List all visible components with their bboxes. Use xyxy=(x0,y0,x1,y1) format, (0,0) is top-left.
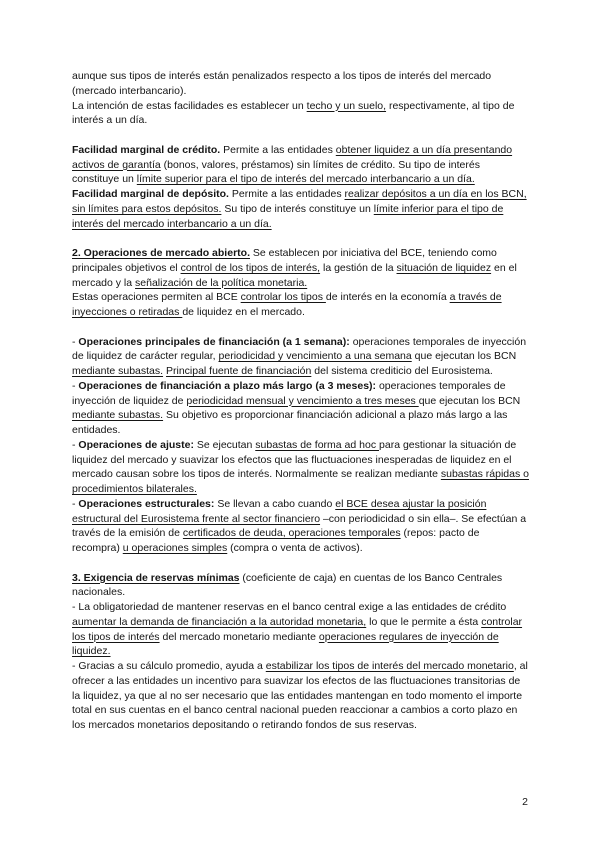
underlined-text: límite superior para el tipo de interés del mercado interbancario a un día. xyxy=(136,173,475,186)
underlined-text: situación de liquidez xyxy=(396,261,492,274)
underlined-text: controlar los tipos xyxy=(240,291,326,304)
underlined-text: señalización de la política monetaria. xyxy=(135,276,308,289)
section xyxy=(72,143,530,232)
paragraph xyxy=(72,335,530,379)
text-run: Su tipo de interés constituye un xyxy=(221,202,374,215)
section xyxy=(72,69,530,128)
bold-term: Operaciones de ajuste: xyxy=(78,438,194,451)
underlined-text: límite inferior para el tipo de interés del mercado interbancario a un día. xyxy=(72,202,504,230)
paragraph xyxy=(72,143,530,187)
text-run: Se establecen por iniciativa del BCE, teniendo como principales objetivos el xyxy=(72,247,497,274)
text-run: del sistema crediticio del Eurosistema. xyxy=(311,365,493,377)
section xyxy=(72,246,530,320)
section-heading: 3. Exigencia de reservas mínimas xyxy=(72,571,240,584)
section xyxy=(72,335,530,556)
paragraph xyxy=(72,497,530,556)
text-run: La intención de estas facilidades es establecer un xyxy=(72,99,307,112)
underlined-text: estabilizar los tipos de interés del mercado monetario xyxy=(265,660,514,672)
section-heading: 2. Operaciones de mercado abierto. xyxy=(72,247,250,259)
text-run: operaciones temporales de inyección de liquidez de xyxy=(72,379,506,407)
paragraph xyxy=(72,290,530,320)
text-run: –con periodicidad o sin ella–. Se efectúan a través de la emisión de xyxy=(72,512,527,540)
underlined-text: controlar los tipos de interés xyxy=(72,615,523,643)
paragraph xyxy=(72,246,530,290)
underlined-text: control de los tipos de interés, xyxy=(180,261,321,274)
text-run: - xyxy=(72,497,79,510)
underlined-text: certificados de deuda, operaciones temporales xyxy=(182,527,401,540)
page-number: 2 xyxy=(522,796,528,808)
text-run: , al ofrecer a las entidades un incentivo para suavizar los efectos de las fluctuaciones transitorias de la liquidez, ya que al no ser necesario que las entidades mantengan en todo momento el importe total en sus cuentas en el banco central nacional pueden reaccionar a cambios a corto plazo en los mercados monetarios depositando o retirando fondos de sus reservas. xyxy=(72,660,528,731)
text-run: - La obligatoriedad de mantener reservas en el banco central exige a las entidades de crédito xyxy=(72,601,507,613)
text-run: Estas operaciones permiten al BCE xyxy=(72,291,241,304)
paragraph xyxy=(72,99,530,129)
underlined-text: obtener liquidez a un día presentando activos de garantía xyxy=(72,143,513,171)
text-run: operaciones temporales de inyección de liquidez de carácter regular, xyxy=(72,335,527,363)
text-run: para gestionar la situación de liquidez del mercado y suavizar los efectos que las fluctuaciones inesperadas de liquidez en el mercado causan sobre los tipos de interés. Normalmente se realizan mediante xyxy=(72,438,517,481)
text-run: - xyxy=(72,335,79,348)
text-run: respectivamente, al tipo de interés a un día. xyxy=(72,99,515,127)
text-run: en el mercado y la xyxy=(72,261,517,289)
bold-term: Facilidad marginal de depósito. xyxy=(72,188,229,200)
underlined-text: el BCE desea ajustar la posición estructural del Eurosistema frente al sector financiero xyxy=(72,497,487,525)
text-run: lo que le permite a ésta xyxy=(366,615,482,628)
paragraph xyxy=(72,659,530,733)
paragraph xyxy=(72,571,530,601)
text-run: Su objetivo es proporcionar financiación adicional a plazo más largo a las entidades. xyxy=(72,409,508,436)
underlined-text: periodicidad mensual y vencimiento a tres meses xyxy=(186,394,419,407)
underlined-text: realizar depósitos a un día en los BCN, sin límites para estos depósitos. xyxy=(72,188,527,215)
text-run: - xyxy=(72,438,79,451)
text-run: (repos: pacto de recompra) xyxy=(72,527,480,554)
paragraph xyxy=(72,187,530,231)
underlined-text: subastas rápidas o procedimientos bilaterales. xyxy=(72,468,529,495)
text-run: que ejecutan los BCN xyxy=(411,350,517,363)
text-run: - Gracias a su cálculo promedio, ayuda a xyxy=(72,660,266,672)
paragraph xyxy=(72,600,530,659)
text-run: (bonos, valores, préstamos) sin límites de crédito. Su tipo de interés constituye un xyxy=(72,158,480,186)
underlined-text: a través de inyecciones o retiradas xyxy=(72,291,502,318)
text-run: - xyxy=(72,379,79,392)
underlined-text: mediante subastas. xyxy=(72,365,164,377)
bold-term: Operaciones de financiación a plazo más largo (a 3 meses): xyxy=(78,379,377,392)
underlined-text: operaciones regulares de inyección de liquidez. xyxy=(72,630,499,658)
bold-term: Operaciones estructurales: xyxy=(78,497,215,510)
page-body xyxy=(72,69,530,733)
paragraph xyxy=(72,69,530,99)
text-run: que ejecutan los BCN xyxy=(418,394,521,407)
bold-term: Facilidad marginal de crédito. xyxy=(72,143,221,156)
text-run: aunque sus tipos de interés están penalizados respecto a los tipos de interés del mercado (mercado interbancario). xyxy=(72,70,492,97)
paragraph xyxy=(72,379,530,438)
underlined-text: u operaciones simples xyxy=(122,542,228,554)
text-run: la gestión de la xyxy=(320,261,397,274)
underlined-text: periodicidad y vencimiento a una semana xyxy=(218,350,412,363)
underlined-text: mediante subastas. xyxy=(72,409,164,422)
underlined-text: aumentar la demanda de financiación a la autoridad monetaria, xyxy=(72,615,367,628)
text-run: de liquidez en el mercado. xyxy=(182,306,305,318)
text-run: Permite a las entidades xyxy=(220,143,336,156)
text-run: de interés en la economía xyxy=(325,291,450,304)
bold-term: Operaciones principales de financiación (a 1 semana): xyxy=(78,335,350,348)
text-run: Se ejecutan xyxy=(193,438,256,451)
underlined-text: subastas de forma ad hoc xyxy=(255,438,380,451)
text-run: del mercado monetario mediante xyxy=(159,630,319,643)
underlined-text: Principal fuente de financiación xyxy=(165,365,312,377)
paragraph xyxy=(72,438,530,497)
underlined-text: techo y un suelo, xyxy=(306,99,387,112)
text-run: (compra o venta de activos). xyxy=(227,542,363,554)
text-run: (coeficiente de caja) en cuentas de los Banco Centrales nacionales. xyxy=(72,571,503,599)
text-run: Se llevan a cabo cuando xyxy=(214,497,336,510)
text-run: Permite a las entidades xyxy=(228,188,345,200)
section xyxy=(72,571,530,733)
